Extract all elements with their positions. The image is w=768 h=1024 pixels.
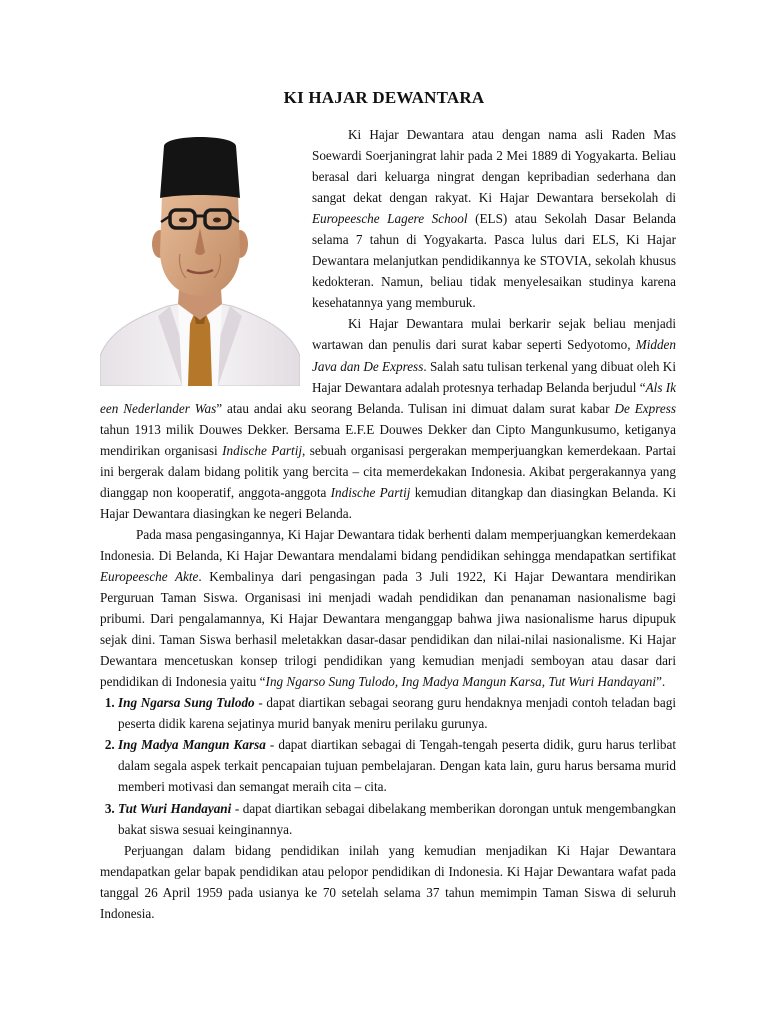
list-item: 1. Ing Ngarsa Sung Tulodo - dapat diartikan sebagai seorang guru hendaknya menjadi contoh teladan bagi peserta didik karena sejatinya murid banyak meniru perilaku gurunya.	[118, 692, 676, 734]
paragraph-career: Ki Hajar Dewantara mulai berkarir sejak beliau menjadi wartawan dan penulis dari surat kabar seperti Sedyotomo, Midden Java dan De Express. Salah satu tulisan terkenal yang dibuat oleh Ki Hajar Dewantara adalah protesnya terhadap Belanda berjudul “Als Ik een Nederlander Was” atau andai aku seorang Belanda. Tulisan ini dimuat dalam surat kabar De Express tahun 1913 milik Douwes Dekker. Bersama E.F.E Douwes Dekker dan Cipto Mangunkusumo, ketiganya mendirikan organisasi Indische Partij, sebuah organisasi pergerakan memperjuangkan kemerdekaan. Partai ini bergerak dalam bidang politik yang bercita – cita memerdekakan Indonesia. Akibat pergerakannya yang dianggap non kooperatif, anggota-anggota Indische Partij kemudian ditangkap dan diasingkan Belanda. Ki Hajar Dewantara diasingkan ke negeri Belanda.	[100, 316, 677, 521]
paragraph-exile: Pada masa pengasingannya, Ki Hajar Dewantara tidak berhenti dalam memperjuangkan kemerdekaan Indonesia. Di Belanda, Ki Hajar Dewantara mendalami bidang pendidikan sehingga mendapatkan sertifikat Europeesche Akte. Kembalinya dari pengasingan pada 3 Juli 1922, Ki Hajar Dewantara mendirikan Perguruan Taman Siswa. Organisasi ini menjadi wadah pendidikan dan penanaman nasionalisme bagi pribumi. Dari pengalamannya, Ki Hajar Dewantara menganggap bahwa jiwa nasionalisme harus dipupuk sejak dini. Taman Siswa berhasil meletakkan dasar-dasar pendidikan dan nilai-nilai nasionalisme. Ki Hajar Dewantara mencetuskan konsep trilogi pendidikan yang kemudian menjadi semboyan atau dasar dari pendidikan di Indonesia yaitu “Ing Ngarso Sung Tulodo, Ing Madya Mangun Karsa, Tut Wuri Handayani”.	[100, 526, 676, 690]
portrait-image	[100, 124, 300, 386]
portrait-illustration-icon	[100, 124, 300, 386]
trilogy-list	[100, 692, 676, 839]
document-title: KI HAJAR DEWANTARA	[283, 88, 485, 107]
paragraph-biography: Ki Hajar Dewantara atau dengan nama asli Raden Mas Soewardi Soerjaningrat lahir pada 2 Mei 1889 di Yogyakarta. Beliau berasal dari keluarga ningrat dengan kepribadian sederhana dan sangat dekat dengan rakyat. Ki Hajar Dewantara bersekolah di Europeesche Lagere School (ELS) atau Sekolah Dasar Belanda selama 7 tahun di Yogyakarta. Pasca lulus dari ELS, Ki Hajar Dewantara melanjutkan pendidikannya ke STOVIA, sekolah khusus kedokteran. Namun, beliau tidak menyelesaikan studinya karena kesehatannya yang memburuk.	[312, 127, 676, 311]
list-item: 3. Tut Wuri Handayani - dapat diartikan sebagai dibelakang memberikan dorongan untuk mengembangkan bakat siswa sesuai keinginannya.	[118, 798, 676, 840]
document-body	[100, 124, 676, 924]
paragraph-closing: Perjuangan dalam bidang pendidikan inilah yang kemudian menjadikan Ki Hajar Dewantara mendapatkan gelar bapak pendidikan atau pelopor pendidikan di Indonesia. Ki Hajar Dewantara wafat pada tanggal 26 April 1959 pada usianya ke 70 setelah selama 37 tahun memimpin Taman Siswa di seluruh Indonesia.	[100, 842, 676, 921]
list-item: 2. Ing Madya Mangun Karsa - dapat diartikan sebagai di Tengah-tengah peserta didik, guru harus terlibat dalam segala aspek terkait pencapaian tujuan pembelajaran. Dengan kata lain, guru harus bersama murid memberi motivasi dan semangat meraih cita – cita.	[118, 734, 676, 797]
